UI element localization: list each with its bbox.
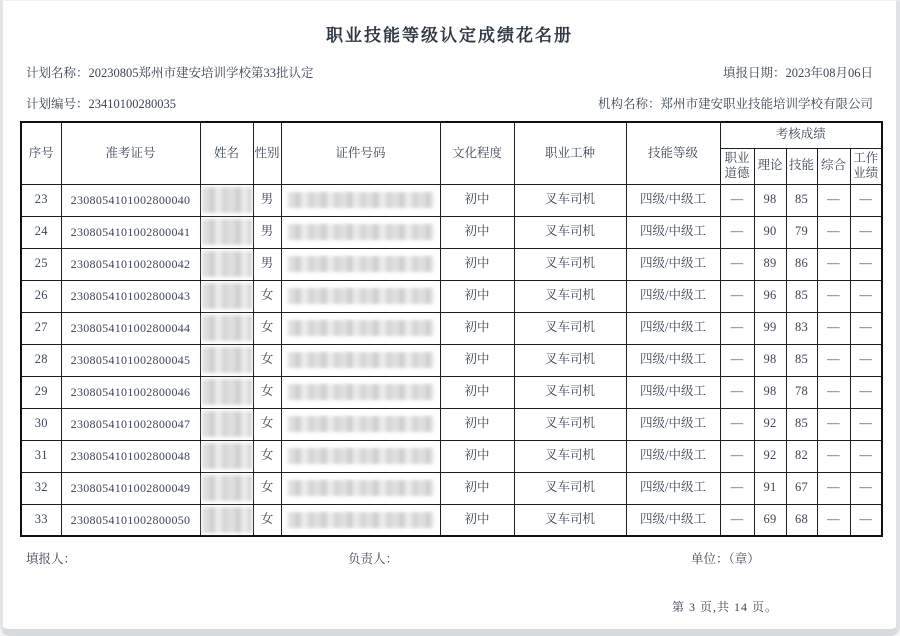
cell-level: 四级/中级工: [626, 440, 720, 472]
cell-score-theory: 91: [754, 472, 786, 504]
cell-score-theory: 98: [754, 184, 786, 216]
redaction-blur: [288, 352, 434, 368]
cell-id-redacted: [281, 344, 440, 376]
cell-ticket: 2308054101002800044: [61, 312, 200, 344]
cell-ticket: 2308054101002800049: [61, 472, 200, 504]
cell-score-theory: 90: [754, 216, 786, 248]
redaction-blur: [288, 480, 434, 496]
fill-date: [723, 63, 873, 81]
cell-level: 四级/中级工: [626, 216, 720, 248]
cell-id-redacted: [281, 440, 440, 472]
cell-occupation: 叉车司机: [514, 184, 626, 216]
col-header-gender: 性别: [253, 122, 281, 184]
cell-score-skill: 82: [786, 440, 817, 472]
cell-score-comprehensive: —: [817, 248, 850, 280]
cell-level: 四级/中级工: [626, 248, 720, 280]
cell-score-skill: 85: [786, 408, 817, 440]
cell-gender: 女: [253, 504, 281, 536]
cell-education: 初中: [440, 344, 514, 376]
cell-score-work: —: [850, 344, 882, 376]
table-row: [21, 472, 882, 504]
cell-ticket: 2308054101002800050: [61, 504, 200, 536]
cell-gender: 女: [253, 408, 281, 440]
signature-line: [3, 549, 896, 569]
cell-score-ethics: —: [720, 184, 754, 216]
cell-score-ethics: —: [720, 408, 754, 440]
cell-score-ethics: —: [720, 504, 754, 536]
cell-id-redacted: [281, 376, 440, 408]
unit-seal-label: 单位：（章）: [691, 552, 760, 567]
cell-score-skill: 85: [786, 280, 817, 312]
cell-no: 23: [21, 184, 61, 216]
cell-gender: 女: [253, 344, 281, 376]
plan-no-label: 计划编号：: [26, 97, 89, 111]
cell-education: 初中: [440, 248, 514, 280]
cell-score-comprehensive: —: [817, 184, 850, 216]
manager-label: 负责人：: [348, 552, 399, 567]
plan-name-label: 计划名称：: [26, 66, 89, 80]
cell-score-comprehensive: —: [817, 312, 850, 344]
cell-score-theory: 89: [754, 248, 786, 280]
cell-gender: 男: [253, 184, 281, 216]
table-row: [21, 376, 882, 408]
col-header-level: 技能等级: [626, 122, 720, 184]
cell-gender: 女: [253, 440, 281, 472]
cell-occupation: 叉车司机: [514, 408, 626, 440]
cell-score-skill: 68: [786, 504, 817, 536]
cell-id-redacted: [281, 504, 440, 536]
cell-score-comprehensive: —: [817, 216, 850, 248]
col-header-score-ethics: 职业道德: [720, 148, 754, 184]
org-name: [598, 94, 873, 112]
cell-score-theory: 98: [754, 376, 786, 408]
cell-score-work: —: [850, 184, 882, 216]
meta-row-2: [3, 94, 896, 112]
page-number: 第 3 页,共 14 页。: [671, 600, 778, 614]
cell-name-redacted: [200, 312, 253, 344]
org-name-label: 机构名称：: [597, 97, 661, 111]
cell-name-redacted: [200, 344, 253, 376]
col-header-no: 序号: [21, 122, 61, 184]
cell-no: 33: [21, 504, 61, 536]
cell-occupation: 叉车司机: [514, 472, 626, 504]
cell-score-skill: 85: [786, 184, 817, 216]
plan-name-value: 20230805郑州市建安培训学校第33批认定: [88, 66, 314, 80]
cell-education: 初中: [440, 440, 514, 472]
table-row: [21, 408, 882, 440]
cell-id-redacted: [281, 216, 440, 248]
redaction-blur: [288, 320, 434, 336]
cell-score-theory: 99: [754, 312, 786, 344]
cell-score-comprehensive: —: [817, 440, 850, 472]
table-header: [21, 122, 882, 184]
cell-name-redacted: [200, 440, 253, 472]
redaction-blur: [202, 475, 252, 501]
cell-score-theory: 69: [754, 504, 786, 536]
fill-date-value: 2023年08月06日: [785, 66, 873, 80]
redaction-blur: [288, 512, 434, 528]
cell-level: 四级/中级工: [626, 312, 720, 344]
cell-occupation: 叉车司机: [514, 216, 626, 248]
plan-no: [26, 94, 176, 112]
cell-score-ethics: —: [720, 472, 754, 504]
cell-score-comprehensive: —: [817, 344, 850, 376]
cell-id-redacted: [281, 312, 440, 344]
cell-occupation: 叉车司机: [514, 376, 626, 408]
cell-no: 32: [21, 472, 61, 504]
cell-id-redacted: [281, 408, 440, 440]
table-row: [21, 344, 882, 376]
redaction-blur: [202, 283, 252, 309]
col-header-score-work: 工作业绩: [850, 148, 882, 184]
cell-score-ethics: —: [720, 312, 754, 344]
table-row: [21, 248, 882, 280]
cell-level: 四级/中级工: [626, 280, 720, 312]
col-header-name: 姓名: [200, 122, 253, 184]
cell-gender: 女: [253, 312, 281, 344]
redaction-blur: [202, 251, 252, 277]
cell-no: 26: [21, 280, 61, 312]
col-header-score-theory: 理论: [754, 148, 786, 184]
cell-score-theory: 92: [754, 408, 786, 440]
cell-no: 30: [21, 408, 61, 440]
cell-no: 24: [21, 216, 61, 248]
filler-label: 填报人：: [26, 552, 77, 567]
cell-score-theory: 98: [754, 344, 786, 376]
cell-score-skill: 83: [786, 312, 817, 344]
redaction-blur: [288, 256, 434, 272]
redaction-blur: [202, 443, 252, 469]
cell-score-skill: 86: [786, 248, 817, 280]
cell-score-work: —: [850, 504, 882, 536]
cell-education: 初中: [440, 376, 514, 408]
col-header-id-no: 证件号码: [281, 122, 440, 184]
cell-score-work: —: [850, 408, 882, 440]
cell-no: 28: [21, 344, 61, 376]
table-row: [21, 280, 882, 312]
table-body: [21, 184, 882, 536]
col-header-score-group: 考核成绩: [720, 122, 882, 148]
cell-score-skill: 78: [786, 376, 817, 408]
cell-score-work: —: [850, 280, 882, 312]
cell-occupation: 叉车司机: [514, 248, 626, 280]
cell-id-redacted: [281, 248, 440, 280]
cell-score-theory: 96: [754, 280, 786, 312]
redaction-blur: [288, 224, 434, 240]
meta-row-1: [3, 63, 896, 81]
cell-name-redacted: [200, 408, 253, 440]
cell-score-comprehensive: —: [817, 376, 850, 408]
cell-education: 初中: [440, 280, 514, 312]
cell-occupation: 叉车司机: [514, 440, 626, 472]
col-header-education: 文化程度: [440, 122, 514, 184]
plan-no-value: 23410100280035: [88, 97, 177, 111]
plan-name: [26, 63, 314, 81]
cell-occupation: 叉车司机: [514, 344, 626, 376]
cell-education: 初中: [440, 312, 514, 344]
cell-gender: 女: [253, 472, 281, 504]
cell-occupation: 叉车司机: [514, 280, 626, 312]
cell-no: 31: [21, 440, 61, 472]
cell-score-comprehensive: —: [817, 504, 850, 536]
cell-name-redacted: [200, 280, 253, 312]
cell-education: 初中: [440, 472, 514, 504]
cell-score-skill: 79: [786, 216, 817, 248]
cell-id-redacted: [281, 280, 440, 312]
cell-score-skill: 85: [786, 344, 817, 376]
cell-score-work: —: [850, 248, 882, 280]
cell-education: 初中: [440, 184, 514, 216]
cell-level: 四级/中级工: [626, 344, 720, 376]
cell-occupation: 叉车司机: [514, 504, 626, 536]
cell-score-theory: 92: [754, 440, 786, 472]
cell-score-ethics: —: [720, 376, 754, 408]
cell-no: 27: [21, 312, 61, 344]
cell-name-redacted: [200, 184, 253, 216]
cell-ticket: 2308054101002800040: [61, 184, 200, 216]
page-title: 职业技能等级认定成绩花名册: [326, 26, 573, 45]
cell-score-ethics: —: [720, 280, 754, 312]
cell-no: 29: [21, 376, 61, 408]
cell-level: 四级/中级工: [626, 376, 720, 408]
cell-level: 四级/中级工: [626, 408, 720, 440]
cell-gender: 女: [253, 376, 281, 408]
cell-score-ethics: —: [720, 248, 754, 280]
cell-name-redacted: [200, 376, 253, 408]
redaction-blur: [202, 507, 252, 533]
cell-score-comprehensive: —: [817, 280, 850, 312]
redaction-blur: [202, 187, 252, 213]
cell-ticket: 2308054101002800045: [61, 344, 200, 376]
cell-name-redacted: [200, 504, 253, 536]
table-row: [21, 216, 882, 248]
cell-score-work: —: [850, 312, 882, 344]
cell-ticket: 2308054101002800041: [61, 216, 200, 248]
cell-name-redacted: [200, 216, 253, 248]
cell-score-work: —: [850, 216, 882, 248]
redaction-blur: [288, 192, 434, 208]
table-row: [21, 312, 882, 344]
redaction-blur: [202, 411, 252, 437]
redaction-blur: [202, 219, 252, 245]
cell-ticket: 2308054101002800042: [61, 248, 200, 280]
fill-date-label: 填报日期：: [722, 66, 786, 80]
redaction-blur: [202, 379, 252, 405]
cell-education: 初中: [440, 408, 514, 440]
cell-ticket: 2308054101002800047: [61, 408, 200, 440]
cell-score-work: —: [850, 472, 882, 504]
cell-id-redacted: [281, 472, 440, 504]
cell-score-ethics: —: [720, 216, 754, 248]
cell-ticket: 2308054101002800046: [61, 376, 200, 408]
cell-gender: 男: [253, 248, 281, 280]
cell-level: 四级/中级工: [626, 472, 720, 504]
cell-no: 25: [21, 248, 61, 280]
cell-id-redacted: [281, 184, 440, 216]
org-name-value: 郑州市建安职业技能培训学校有限公司: [660, 97, 873, 111]
score-roster-table: [20, 121, 883, 537]
cell-level: 四级/中级工: [626, 504, 720, 536]
cell-level: 四级/中级工: [626, 184, 720, 216]
table-row: [21, 504, 882, 536]
cell-score-ethics: —: [720, 440, 754, 472]
redaction-blur: [288, 448, 434, 464]
col-header-occupation: 职业工种: [514, 122, 626, 184]
cell-occupation: 叉车司机: [514, 312, 626, 344]
table-row: [21, 184, 882, 216]
col-header-score-skill: 技能: [786, 148, 817, 184]
redaction-blur: [288, 288, 434, 304]
redaction-blur: [202, 347, 252, 373]
cell-score-ethics: —: [720, 344, 754, 376]
redaction-blur: [202, 315, 252, 341]
col-header-score-comprehensive: 综合: [817, 148, 850, 184]
cell-ticket: 2308054101002800043: [61, 280, 200, 312]
cell-score-work: —: [850, 376, 882, 408]
col-header-ticket: 准考证号: [61, 122, 200, 184]
cell-education: 初中: [440, 216, 514, 248]
cell-score-work: —: [850, 440, 882, 472]
cell-ticket: 2308054101002800048: [61, 440, 200, 472]
redaction-blur: [288, 384, 434, 400]
cell-name-redacted: [200, 248, 253, 280]
cell-score-comprehensive: —: [817, 408, 850, 440]
cell-education: 初中: [440, 504, 514, 536]
redaction-blur: [288, 416, 434, 432]
table-row: [21, 440, 882, 472]
cell-score-skill: 67: [786, 472, 817, 504]
cell-gender: 女: [253, 280, 281, 312]
cell-name-redacted: [200, 472, 253, 504]
cell-gender: 男: [253, 216, 281, 248]
cell-score-comprehensive: —: [817, 472, 850, 504]
